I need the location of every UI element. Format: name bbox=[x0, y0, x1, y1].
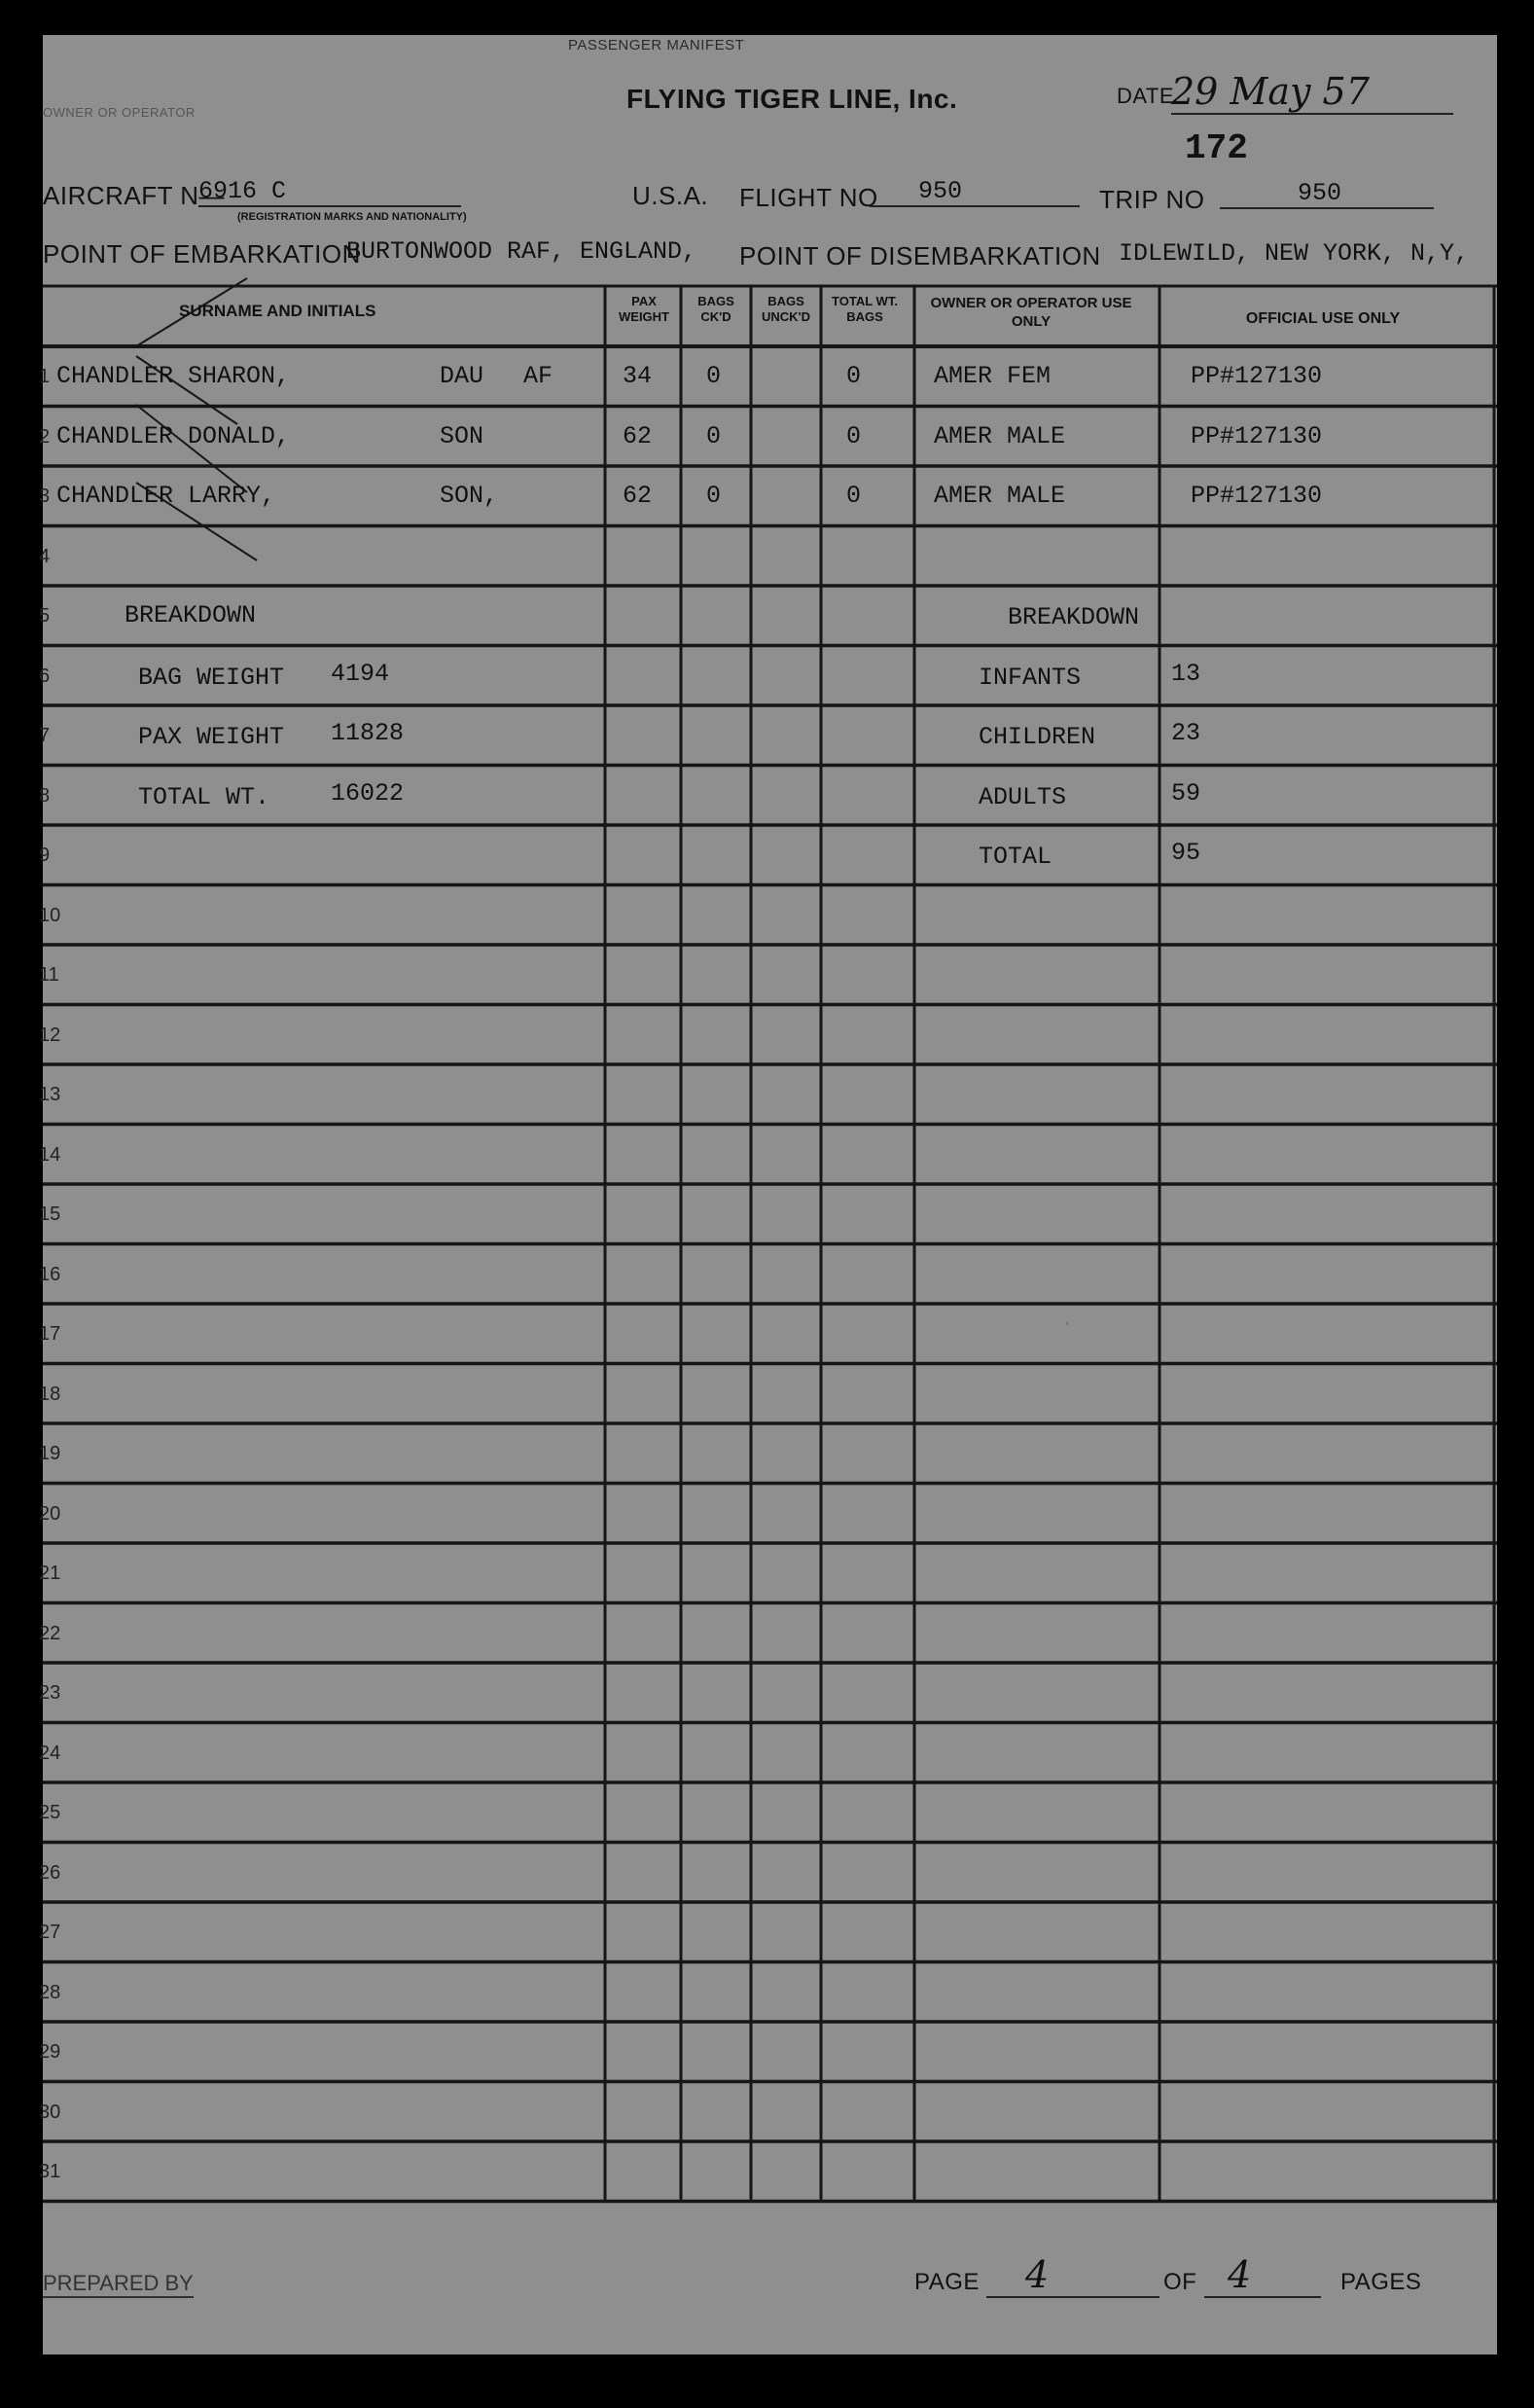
flight-label: FLIGHT NO bbox=[739, 183, 878, 212]
breakdown-right-item-value: 59 bbox=[1171, 778, 1201, 808]
of-label: OF bbox=[1163, 2269, 1197, 2295]
passenger-total-wt: 0 bbox=[846, 482, 862, 510]
col-bags-ckd: BAGS CK'D bbox=[697, 294, 734, 324]
row-number: 23 bbox=[39, 1682, 61, 1704]
company-name: FLYING TIGER LINE, Inc. bbox=[626, 84, 958, 114]
col-owner-use: OWNER OR OPERATOR USE ONLY bbox=[930, 295, 1132, 330]
row-number: 24 bbox=[39, 1742, 61, 1764]
row-number: 20 bbox=[39, 1502, 61, 1525]
row-number: 27 bbox=[39, 1922, 61, 1943]
breakdown-left-item-value: 4194 bbox=[331, 659, 390, 688]
breakdown-right-label: BREAKDOWN bbox=[1008, 603, 1140, 631]
row-number: 12 bbox=[39, 1024, 61, 1046]
passenger-bags-ckd: 0 bbox=[706, 421, 722, 450]
row-number: 9 bbox=[39, 845, 51, 866]
passenger-name: CHANDLER DONALD, bbox=[56, 421, 291, 450]
trip-value: 950 bbox=[1220, 179, 1434, 209]
page-label: PAGE bbox=[914, 2269, 980, 2295]
prepared-by-label: PREPARED BY bbox=[43, 2271, 194, 2298]
row-number: 18 bbox=[39, 1383, 61, 1405]
row-number: 11 bbox=[39, 964, 59, 986]
passenger-official: PP#127130 bbox=[1191, 362, 1323, 390]
row-number: 19 bbox=[39, 1443, 61, 1464]
row-number: 15 bbox=[39, 1204, 61, 1225]
row-number: 5 bbox=[39, 605, 51, 627]
passenger-official: PP#127130 bbox=[1191, 421, 1323, 450]
row-number: 7 bbox=[39, 725, 51, 746]
passenger-pax-weight: 62 bbox=[623, 421, 653, 450]
passenger-name: CHANDLER SHARON, bbox=[56, 362, 291, 390]
row-number: 26 bbox=[39, 1861, 61, 1884]
breakdown-left-item-label: TOTAL WT. bbox=[138, 782, 270, 811]
owner-label: OWNER OR OPERATOR bbox=[43, 105, 196, 120]
row-number: 17 bbox=[39, 1323, 61, 1345]
passenger-bags-ckd: 0 bbox=[706, 482, 722, 510]
aircraft-value: 6916 C bbox=[198, 177, 461, 207]
passenger-relation: SON bbox=[440, 421, 484, 450]
passenger-relation: SON, bbox=[440, 482, 499, 510]
breakdown-left-label: BREAKDOWN bbox=[125, 601, 257, 629]
breakdown-right-item-label: CHILDREN bbox=[979, 723, 1096, 751]
row-number: 1 bbox=[39, 366, 51, 387]
registration-note: (REGISTRATION MARKS AND NATIONALITY) bbox=[237, 211, 467, 223]
manifest-sheet: PASSENGER MANIFEST OWNER OR OPERATOR FLYING TIGER LINE, Inc. DATE 29 May 57 172 AIRCRAFT N— 6916 C (REGISTRATION MARKS AND NATIONALITY) U.S.A. FLIGHT NO 950 TRIP NO 950 POINT OF EMBARKATION BURTONWOOD RAF, ENGLAND, POINT OF DISEMBARKATION IDLEWILD, NEW YORK, N,Y, SURNAME AND INITIALS PAX WEIGHT BAGS CK'D BAGS UNCK'D TOTAL WT. BAGS OWNER OR OPERATOR USE ONLY OFFICIAL USE ONLY CHANDLER SHARON, DAU AF 34 0 0 AMER FEM PP#127130 CHANDLER DONALD, SON 62 0 0 AMER MALE PP#127130 CHANDLER LARRY, SON, 62 0 0 AMER MALE PP#127130 1 2 3 4 5 6 7 8 9 10 11 12 13 14 15 16 17 18 19 20 21 22 23 24 25 26 27 28 29 30 31 BREAKDOWN BAG WEIGHT 4194 PAX WEIGHT 11828 TOTAL WT. 16022 BREAKDOWN INFANTS 13 CHILDREN 23 ADULTS 59 TOTAL 95 · PREPARED BY PAGE 4 OF 4 PAGES bbox=[43, 35, 1497, 2354]
breakdown-right-item-value: 95 bbox=[1171, 839, 1201, 867]
breakdown-right-item-value: 13 bbox=[1171, 659, 1201, 688]
flight-value: 950 bbox=[870, 177, 1080, 207]
passenger-bags-ckd: 0 bbox=[706, 362, 722, 390]
of-value: 4 bbox=[1204, 2253, 1321, 2298]
row-number: 3 bbox=[39, 485, 51, 507]
row-number: 21 bbox=[39, 1563, 61, 1584]
breakdown-right-item-label: TOTAL bbox=[979, 843, 1052, 871]
row-number: 31 bbox=[39, 2161, 61, 2182]
breakdown-right-item-value: 23 bbox=[1171, 719, 1201, 747]
row-number: 14 bbox=[39, 1143, 61, 1166]
trip-label: TRIP NO bbox=[1099, 185, 1205, 214]
row-number: 13 bbox=[39, 1084, 61, 1105]
col-official-use: OFFICIAL USE ONLY bbox=[1245, 310, 1401, 327]
breakdown-right-item-label: INFANTS bbox=[979, 663, 1082, 692]
row-number: 28 bbox=[39, 1981, 61, 2003]
row-number: 16 bbox=[39, 1263, 61, 1285]
passenger-name: CHANDLER LARRY, bbox=[56, 482, 276, 510]
col-pax-weight: PAX WEIGHT bbox=[619, 294, 669, 324]
row-number: 4 bbox=[39, 545, 51, 567]
embark-value: BURTONWOOD RAF, ENGLAND, bbox=[346, 237, 697, 266]
col-total-wt-bags: TOTAL WT. BAGS bbox=[832, 294, 898, 324]
row-number: 6 bbox=[39, 665, 51, 687]
embark-label: POINT OF EMBARKATION bbox=[43, 239, 361, 269]
breakdown-left-item-label: BAG WEIGHT bbox=[138, 663, 285, 692]
manifest-title: PASSENGER MANIFEST bbox=[568, 37, 745, 54]
passenger-owner-use: AMER MALE bbox=[934, 482, 1066, 510]
row-number: 22 bbox=[39, 1622, 61, 1644]
row-number: 2 bbox=[39, 425, 51, 448]
nationality: U.S.A. bbox=[632, 181, 709, 210]
passenger-total-wt: 0 bbox=[846, 421, 862, 450]
stamp-number: 172 bbox=[1185, 128, 1248, 168]
disembark-value: IDLEWILD, NEW YORK, N,Y, bbox=[1119, 239, 1470, 268]
breakdown-right-item-label: ADULTS bbox=[979, 782, 1067, 811]
pages-label: PAGES bbox=[1340, 2269, 1422, 2295]
breakdown-left-item-label: PAX WEIGHT bbox=[138, 723, 285, 751]
passenger-owner-use: AMER FEM bbox=[934, 362, 1052, 390]
row-number: 25 bbox=[39, 1802, 61, 1823]
row-number: 30 bbox=[39, 2101, 61, 2123]
passenger-owner-use: AMER MALE bbox=[934, 421, 1066, 450]
passenger-pax-weight: 62 bbox=[623, 482, 653, 510]
col-surname: SURNAME AND INITIALS bbox=[179, 302, 376, 320]
disembark-label: POINT OF DISEMBARKATION bbox=[739, 241, 1101, 270]
breakdown-left-item-value: 11828 bbox=[331, 719, 405, 747]
row-number: 29 bbox=[39, 2041, 61, 2063]
passenger-relation: DAU bbox=[440, 362, 484, 390]
passenger-extra: AF bbox=[523, 362, 553, 390]
breakdown-left-item-value: 16022 bbox=[331, 778, 405, 808]
row-number: 10 bbox=[39, 904, 61, 926]
col-bags-unckd: BAGS UNCK'D bbox=[761, 294, 811, 324]
date-label: DATE bbox=[1117, 84, 1175, 108]
passenger-official: PP#127130 bbox=[1191, 482, 1323, 510]
passenger-pax-weight: 34 bbox=[623, 362, 653, 390]
page-value: 4 bbox=[986, 2253, 1159, 2298]
aircraft-label: AIRCRAFT N— bbox=[43, 181, 226, 210]
date-value: 29 May 57 bbox=[1171, 70, 1453, 115]
row-number: 8 bbox=[39, 784, 51, 807]
passenger-total-wt: 0 bbox=[846, 362, 862, 390]
